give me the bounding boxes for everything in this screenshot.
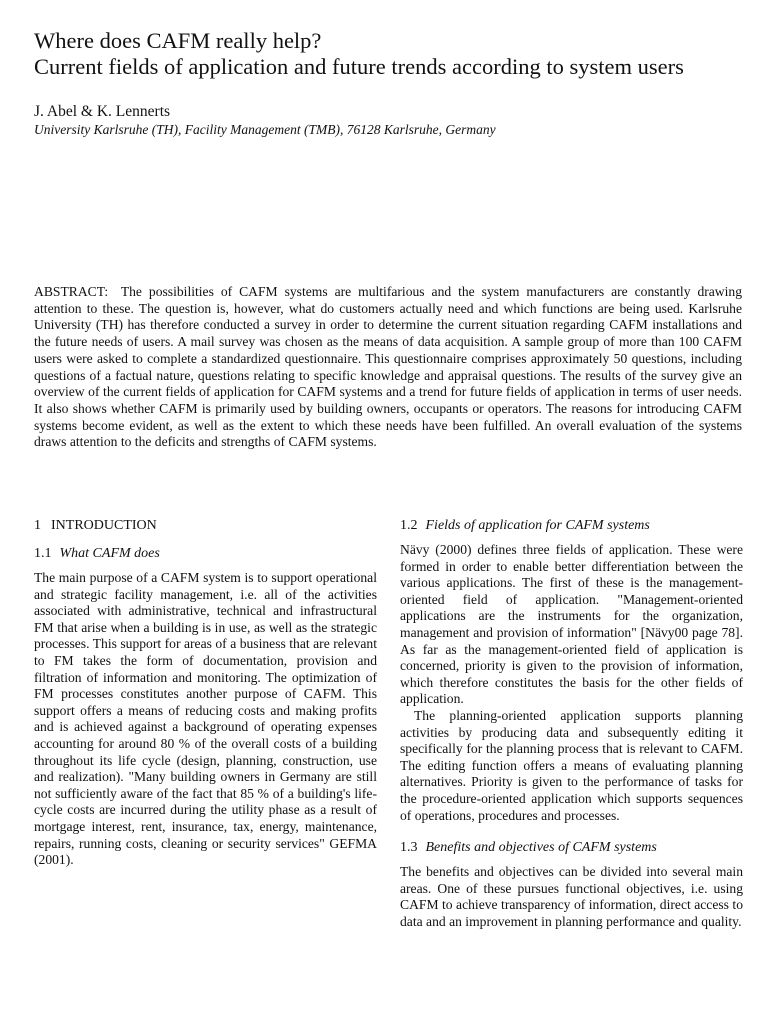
- title-line-1: Where does CAFM really help?: [34, 28, 322, 53]
- paragraph-what-cafm-does: The main purpose of a CAFM system is to support operational and strategic facility management, i.e. all of the activities associated with administrative, technical and infrastructural FM that arise when a building is in use, as well as the strategic processes. This support for areas of a business that are relevant to FM takes the form of documentation, provision and filtration of information and monitoring. The optimization of FM processes constitutes another purpose of CAFM. This support offers a means of reducing costs and making profits and is achieved against a background of operating expenses accounting for around 80 % of the overall costs of a building throughout its life cycle (design, planning, construction, use and realization). "Many building owners in Germany are still not sufficiently aware of the fact that 85 % of a building's life-cycle costs are incurred during the utility phase as a result of mortgage interest, rent, insurance, tax, energy, maintenance, repairs, running costs, cleaning or security services" GEFMA (2001).: [34, 570, 377, 868]
- section-title: INTRODUCTION: [51, 518, 157, 533]
- subsection-number: 1.2: [400, 518, 418, 533]
- subsection-title: Benefits and objectives of CAFM systems: [425, 840, 657, 856]
- abstract-text: The possibilities of CAFM systems are multifarious and the system manufacturers are constantly drawing attention to these. The question is, however, what do customers actually need and which functions are being used. Karlsruhe University (TH) has therefore conducted a survey in order to determine the current situation regarding CAFM installations and the future needs of users. A mail survey was chosen as the means of data acquisition. A sample group of more than 100 CAFM users were asked to complete a standardized questionnaire. This questionnaire comprises approximately 50 questions, including questions of a factual nature, questions relating to specific knowledge and appraisal questions. The results of the survey give an overview of the current fields of application for CAFM systems and a trend for future fields of application in terms of user needs. It also shows whether CAFM is primarily used by building owners, occupants or operators. The reasons for introducing CAFM systems become evident, as well as the extent to which these needs have been fulfilled. An overall evaluation of the systems draws attention to the deficits and strengths of CAFM systems.: [34, 284, 742, 450]
- subsection-title: What CAFM does: [59, 546, 160, 561]
- subsection-number: 1.3: [400, 840, 418, 856]
- section-number: 1: [34, 518, 41, 533]
- section-heading-introduction: [34, 516, 377, 536]
- subsection-heading-benefits: [400, 838, 743, 858]
- subsection-heading-fields-of-application: [400, 516, 743, 536]
- subsection-title: Fields of application for CAFM systems: [425, 518, 650, 533]
- subsection-number: 1.1: [34, 546, 52, 561]
- paragraph-fields-2: The planning-oriented application supports planning activities by producing data and subsequently editing it specifically for the planning process that is relevant to CAFM. The editing function offers a means of evaluating planning alternatives. Priority is given to the performance of tasks for the procedure-oriented application which supports sequences of operations, procedures and processes.: [400, 707, 743, 823]
- abstract-label: ABSTRACT:: [34, 284, 109, 299]
- paragraph-benefits: The benefits and objectives can be divided into several main areas. One of these pursues functional objectives, i.e. using CAFM to achieve transparency of information, direct access to data and an improvement in planning performance and quality.: [400, 864, 743, 929]
- abstract: [34, 284, 742, 451]
- authors: J. Abel & K. Lennerts: [34, 103, 171, 120]
- affiliation: University Karlsruhe (TH), Facility Management (TMB), 76128 Karlsruhe, Germany: [34, 122, 496, 137]
- subsection-heading-what-cafm-does: [34, 544, 377, 564]
- paragraph-fields-1: Nävy (2000) defines three fields of application. These were formed in order to enable better differentiation between the various applications. The first of these is the management-oriented field of application. "Management-oriented applications are the instruments for the organization, management and provision of information" [Nävy00 page 78]. As far as the management-oriented field of application is concerned, priority is given to the provision of information, which therefore constitutes the basis for the other fields of application.: [400, 542, 743, 707]
- paper-title: [34, 28, 754, 80]
- right-column: [400, 516, 743, 930]
- title-line-2: Current fields of application and future trends according to system users: [34, 54, 684, 79]
- left-column: [34, 516, 377, 869]
